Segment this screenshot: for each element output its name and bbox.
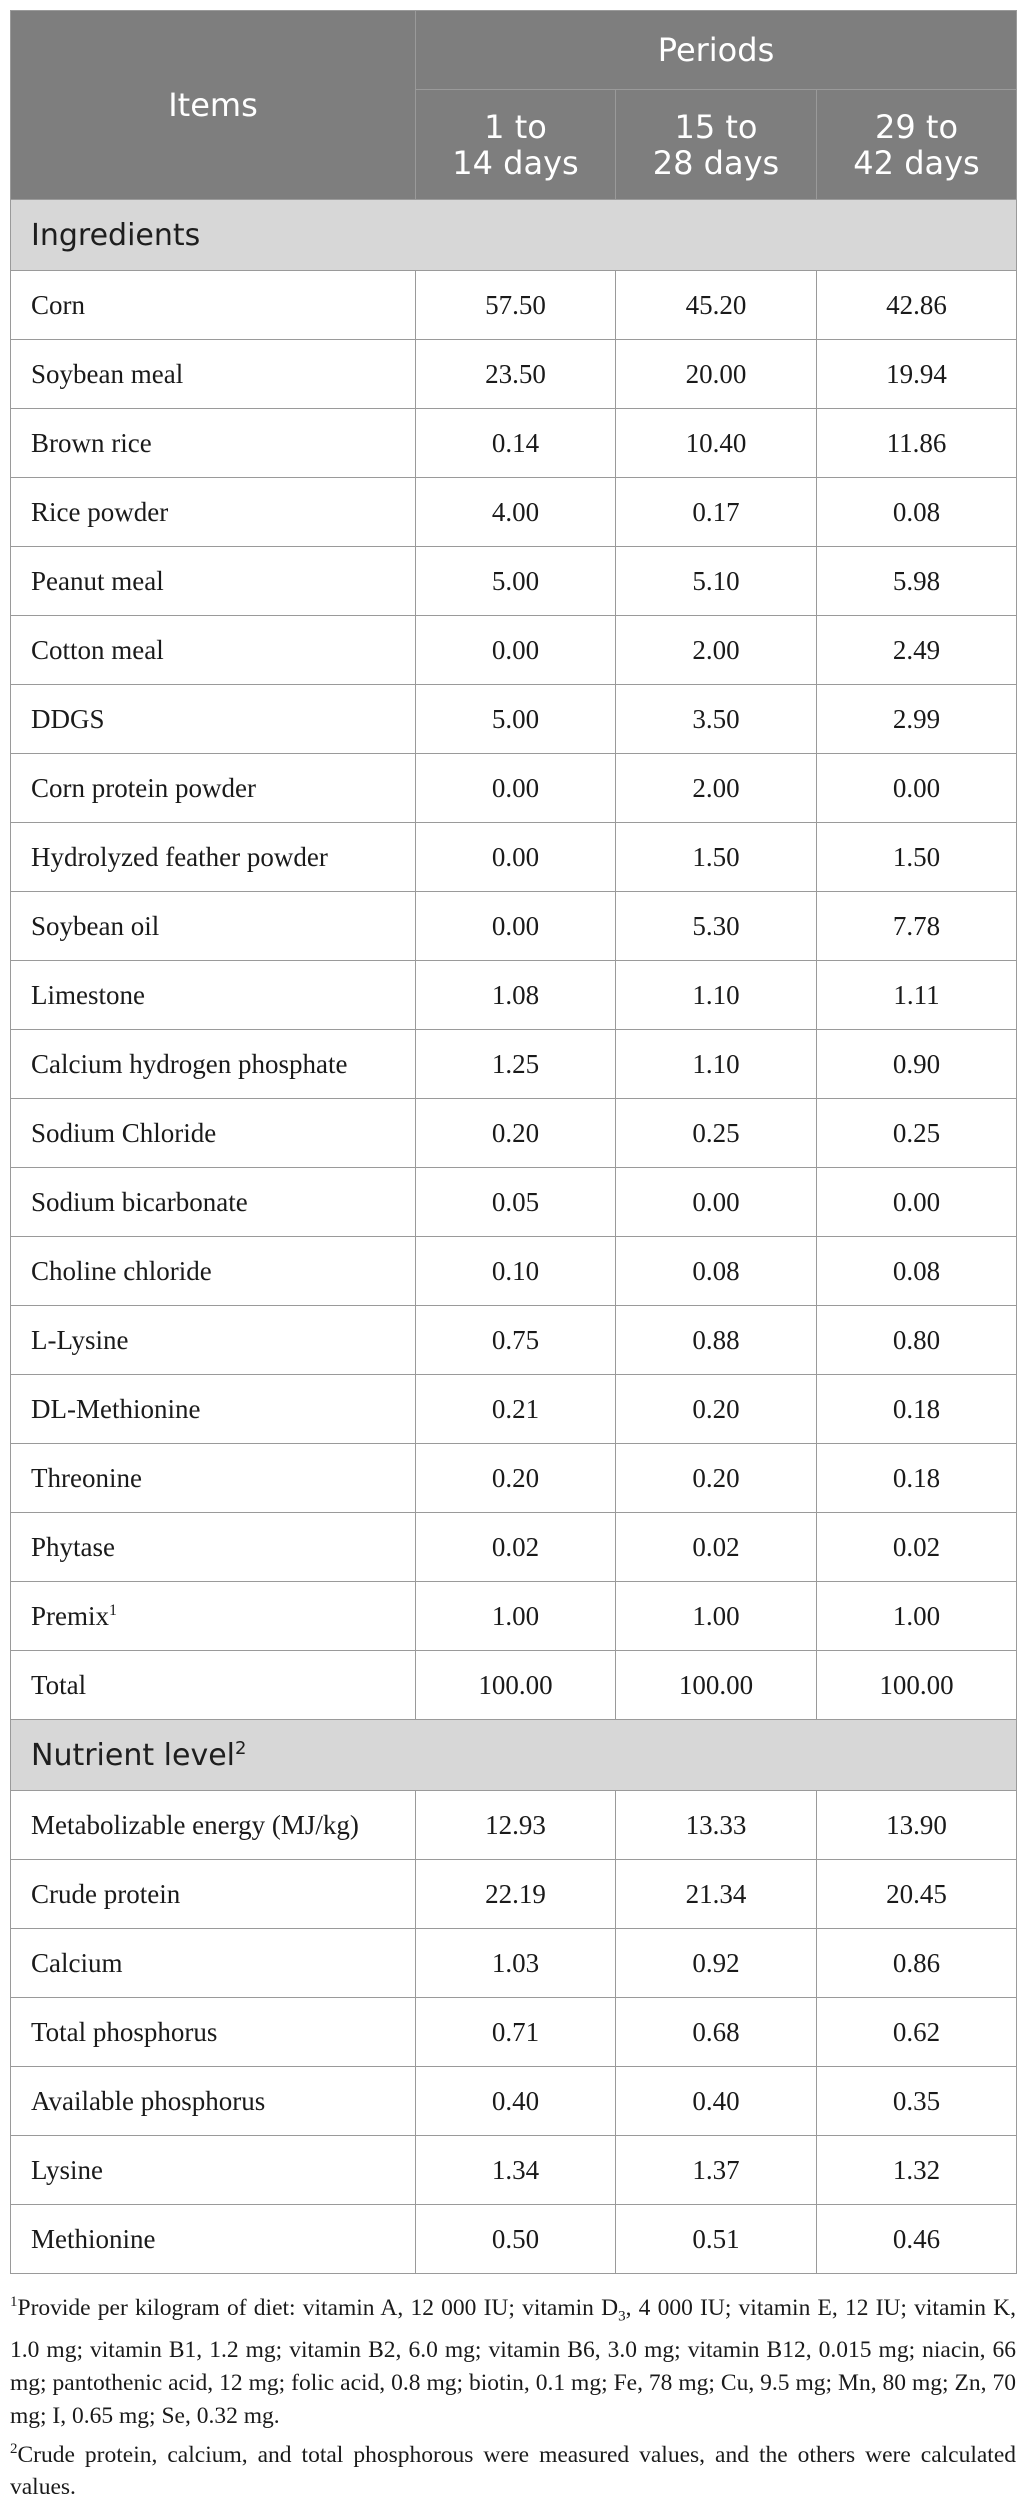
value-cell: 0.08 bbox=[817, 478, 1017, 547]
table-row bbox=[11, 1651, 1017, 1720]
row-label: Premix$^1$ bbox=[11, 1582, 416, 1651]
value-cell: 0.80 bbox=[817, 1306, 1017, 1375]
value-cell: 5.00 bbox=[416, 547, 616, 616]
table-body bbox=[11, 200, 1017, 2274]
value-cell: 0.20 bbox=[416, 1444, 616, 1513]
row-label: DDGS bbox=[11, 685, 416, 754]
value-cell: 0.00 bbox=[416, 823, 616, 892]
value-cell: 0.35 bbox=[817, 2067, 1017, 2136]
table-row bbox=[11, 478, 1017, 547]
row-label: Metabolizable energy (MJ/kg) bbox=[11, 1791, 416, 1860]
periods-header: Periods bbox=[416, 11, 1017, 90]
table-row bbox=[11, 754, 1017, 823]
table-row bbox=[11, 1444, 1017, 1513]
table-row bbox=[11, 1375, 1017, 1444]
value-cell: 0.00 bbox=[817, 754, 1017, 823]
table-row bbox=[11, 892, 1017, 961]
value-cell: 0.00 bbox=[416, 892, 616, 961]
row-label: Peanut meal bbox=[11, 547, 416, 616]
value-cell: 1.11 bbox=[817, 961, 1017, 1030]
row-label: Sodium bicarbonate bbox=[11, 1168, 416, 1237]
row-label: DL-Methionine bbox=[11, 1375, 416, 1444]
footnotes bbox=[10, 2286, 1016, 2504]
row-label: Corn protein powder bbox=[11, 754, 416, 823]
row-label: Methionine bbox=[11, 2205, 416, 2274]
row-label: Limestone bbox=[11, 961, 416, 1030]
row-label: Rice powder bbox=[11, 478, 416, 547]
table-row bbox=[11, 1998, 1017, 2067]
value-cell: 5.00 bbox=[416, 685, 616, 754]
table-row bbox=[11, 2067, 1017, 2136]
table-row bbox=[11, 547, 1017, 616]
value-cell: 100.00 bbox=[416, 1651, 616, 1720]
value-cell: 2.49 bbox=[817, 616, 1017, 685]
value-cell: 1.34 bbox=[416, 2136, 616, 2205]
value-cell: 5.10 bbox=[616, 547, 817, 616]
value-cell: 1.00 bbox=[817, 1582, 1017, 1651]
value-cell: 0.20 bbox=[616, 1444, 817, 1513]
row-label: Lysine bbox=[11, 2136, 416, 2205]
row-label: Calcium bbox=[11, 1929, 416, 1998]
value-cell: 100.00 bbox=[817, 1651, 1017, 1720]
table-row bbox=[11, 1860, 1017, 1929]
table-row bbox=[11, 1582, 1017, 1651]
value-cell: 0.20 bbox=[416, 1099, 616, 1168]
value-cell: 13.33 bbox=[616, 1791, 817, 1860]
row-label: Sodium Chloride bbox=[11, 1099, 416, 1168]
row-label: Hydrolyzed feather powder bbox=[11, 823, 416, 892]
value-cell: 2.00 bbox=[616, 754, 817, 823]
value-cell: 0.02 bbox=[416, 1513, 616, 1582]
value-cell: 1.10 bbox=[616, 1030, 817, 1099]
value-cell: 0.25 bbox=[817, 1099, 1017, 1168]
value-cell: 0.50 bbox=[416, 2205, 616, 2274]
value-cell: 0.46 bbox=[817, 2205, 1017, 2274]
value-cell: 19.94 bbox=[817, 340, 1017, 409]
value-cell: 0.40 bbox=[416, 2067, 616, 2136]
row-label: Phytase bbox=[11, 1513, 416, 1582]
value-cell: 1.25 bbox=[416, 1030, 616, 1099]
value-cell: 0.25 bbox=[616, 1099, 817, 1168]
value-cell: 5.98 bbox=[817, 547, 1017, 616]
table-row bbox=[11, 1237, 1017, 1306]
value-cell: 0.18 bbox=[817, 1375, 1017, 1444]
section-title: Nutrient level$^2$ bbox=[11, 1720, 1017, 1791]
value-cell: 0.75 bbox=[416, 1306, 616, 1375]
value-cell: 0.68 bbox=[616, 1998, 817, 2067]
items-header: Items bbox=[11, 11, 416, 200]
value-cell: 0.21 bbox=[416, 1375, 616, 1444]
value-cell: 0.62 bbox=[817, 1998, 1017, 2067]
value-cell: 2.00 bbox=[616, 616, 817, 685]
table-row bbox=[11, 1791, 1017, 1860]
table-row bbox=[11, 1168, 1017, 1237]
value-cell: 12.93 bbox=[416, 1791, 616, 1860]
value-cell: 0.88 bbox=[616, 1306, 817, 1375]
value-cell: 10.40 bbox=[616, 409, 817, 478]
table-row bbox=[11, 340, 1017, 409]
value-cell: 45.20 bbox=[616, 271, 817, 340]
value-cell: 0.05 bbox=[416, 1168, 616, 1237]
value-cell: 0.00 bbox=[616, 1168, 817, 1237]
row-label: Crude protein bbox=[11, 1860, 416, 1929]
section-header-row bbox=[11, 200, 1017, 271]
section-header-row bbox=[11, 1720, 1017, 1791]
table-row bbox=[11, 409, 1017, 478]
value-cell: 0.90 bbox=[817, 1030, 1017, 1099]
row-label: L-Lysine bbox=[11, 1306, 416, 1375]
value-cell: 20.00 bbox=[616, 340, 817, 409]
row-label: Available phosphorus bbox=[11, 2067, 416, 2136]
value-cell: 4.00 bbox=[416, 478, 616, 547]
value-cell: 0.00 bbox=[416, 754, 616, 823]
table-row bbox=[11, 2136, 1017, 2205]
row-label: Brown rice bbox=[11, 409, 416, 478]
value-cell: 1.08 bbox=[416, 961, 616, 1030]
row-label: Total phosphorus bbox=[11, 1998, 416, 2067]
value-cell: 42.86 bbox=[817, 271, 1017, 340]
table-row bbox=[11, 1099, 1017, 1168]
value-cell: 0.08 bbox=[817, 1237, 1017, 1306]
table-row bbox=[11, 1929, 1017, 1998]
document bbox=[10, 10, 1016, 2504]
period-header-3: 29 to 42 days bbox=[817, 90, 1017, 200]
value-cell: 1.50 bbox=[817, 823, 1017, 892]
value-cell: 0.14 bbox=[416, 409, 616, 478]
value-cell: 57.50 bbox=[416, 271, 616, 340]
value-cell: 0.08 bbox=[616, 1237, 817, 1306]
table-row bbox=[11, 685, 1017, 754]
value-cell: 0.10 bbox=[416, 1237, 616, 1306]
table-row bbox=[11, 823, 1017, 892]
table-row bbox=[11, 1513, 1017, 1582]
value-cell: 1.00 bbox=[416, 1582, 616, 1651]
value-cell: 0.51 bbox=[616, 2205, 817, 2274]
value-cell: 21.34 bbox=[616, 1860, 817, 1929]
diet-composition-table bbox=[10, 10, 1017, 2274]
row-label: Total bbox=[11, 1651, 416, 1720]
value-cell: 0.17 bbox=[616, 478, 817, 547]
value-cell: 1.32 bbox=[817, 2136, 1017, 2205]
value-cell: 1.37 bbox=[616, 2136, 817, 2205]
period-header-1: 1 to 14 days bbox=[416, 90, 616, 200]
table-row bbox=[11, 961, 1017, 1030]
section-title: Ingredients bbox=[11, 200, 1017, 271]
value-cell: 7.78 bbox=[817, 892, 1017, 961]
value-cell: 0.18 bbox=[817, 1444, 1017, 1513]
table-header bbox=[11, 11, 1017, 200]
row-label: Corn bbox=[11, 271, 416, 340]
period-header-2: 15 to 28 days bbox=[616, 90, 817, 200]
table-row bbox=[11, 271, 1017, 340]
value-cell: 3.50 bbox=[616, 685, 817, 754]
footnote-2: $^2$Crude protein, calcium, and total phosphorous were measured values, and the others were calculated values. bbox=[10, 2440, 1016, 2501]
value-cell: 5.30 bbox=[616, 892, 817, 961]
footnote-1: $^1$Provide per kilogram of diet: vitamin A, 12 000 IU; vitamin $D_3$, 4 000 IU; vitamin E, 12 IU; vitamin K, 1.0 mg; vitamin B1, 1.2 mg; vitamin B2, 6.0 mg; vitamin B6, 3.0 mg; vitamin B12, 0.015 mg; niacin, 66 mg; pantothenic acid, 12 mg; folic acid, 0.8 mg; biotin, 0.1 mg; Fe, 78 mg; Cu, 9.5 mg; Mn, 80 mg; Zn, 70 mg; I, 0.65 mg; Se, 0.32 mg. bbox=[10, 2294, 1016, 2429]
value-cell: 0.00 bbox=[817, 1168, 1017, 1237]
value-cell: 0.86 bbox=[817, 1929, 1017, 1998]
value-cell: 13.90 bbox=[817, 1791, 1017, 1860]
value-cell: 0.02 bbox=[817, 1513, 1017, 1582]
table-row bbox=[11, 1306, 1017, 1375]
value-cell: 100.00 bbox=[616, 1651, 817, 1720]
row-label: Cotton meal bbox=[11, 616, 416, 685]
table-row bbox=[11, 616, 1017, 685]
value-cell: 0.40 bbox=[616, 2067, 817, 2136]
value-cell: 0.20 bbox=[616, 1375, 817, 1444]
row-label: Threonine bbox=[11, 1444, 416, 1513]
value-cell: 23.50 bbox=[416, 340, 616, 409]
value-cell: 1.10 bbox=[616, 961, 817, 1030]
value-cell: 0.71 bbox=[416, 1998, 616, 2067]
value-cell: 0.00 bbox=[416, 616, 616, 685]
value-cell: 20.45 bbox=[817, 1860, 1017, 1929]
row-label: Soybean meal bbox=[11, 340, 416, 409]
table-row bbox=[11, 1030, 1017, 1099]
row-label: Soybean oil bbox=[11, 892, 416, 961]
value-cell: 2.99 bbox=[817, 685, 1017, 754]
value-cell: 22.19 bbox=[416, 1860, 616, 1929]
table-row bbox=[11, 2205, 1017, 2274]
value-cell: 0.92 bbox=[616, 1929, 817, 1998]
row-label: Calcium hydrogen phosphate bbox=[11, 1030, 416, 1099]
value-cell: 1.50 bbox=[616, 823, 817, 892]
value-cell: 11.86 bbox=[817, 409, 1017, 478]
value-cell: 1.03 bbox=[416, 1929, 616, 1998]
value-cell: 0.02 bbox=[616, 1513, 817, 1582]
value-cell: 1.00 bbox=[616, 1582, 817, 1651]
row-label: Choline chloride bbox=[11, 1237, 416, 1306]
